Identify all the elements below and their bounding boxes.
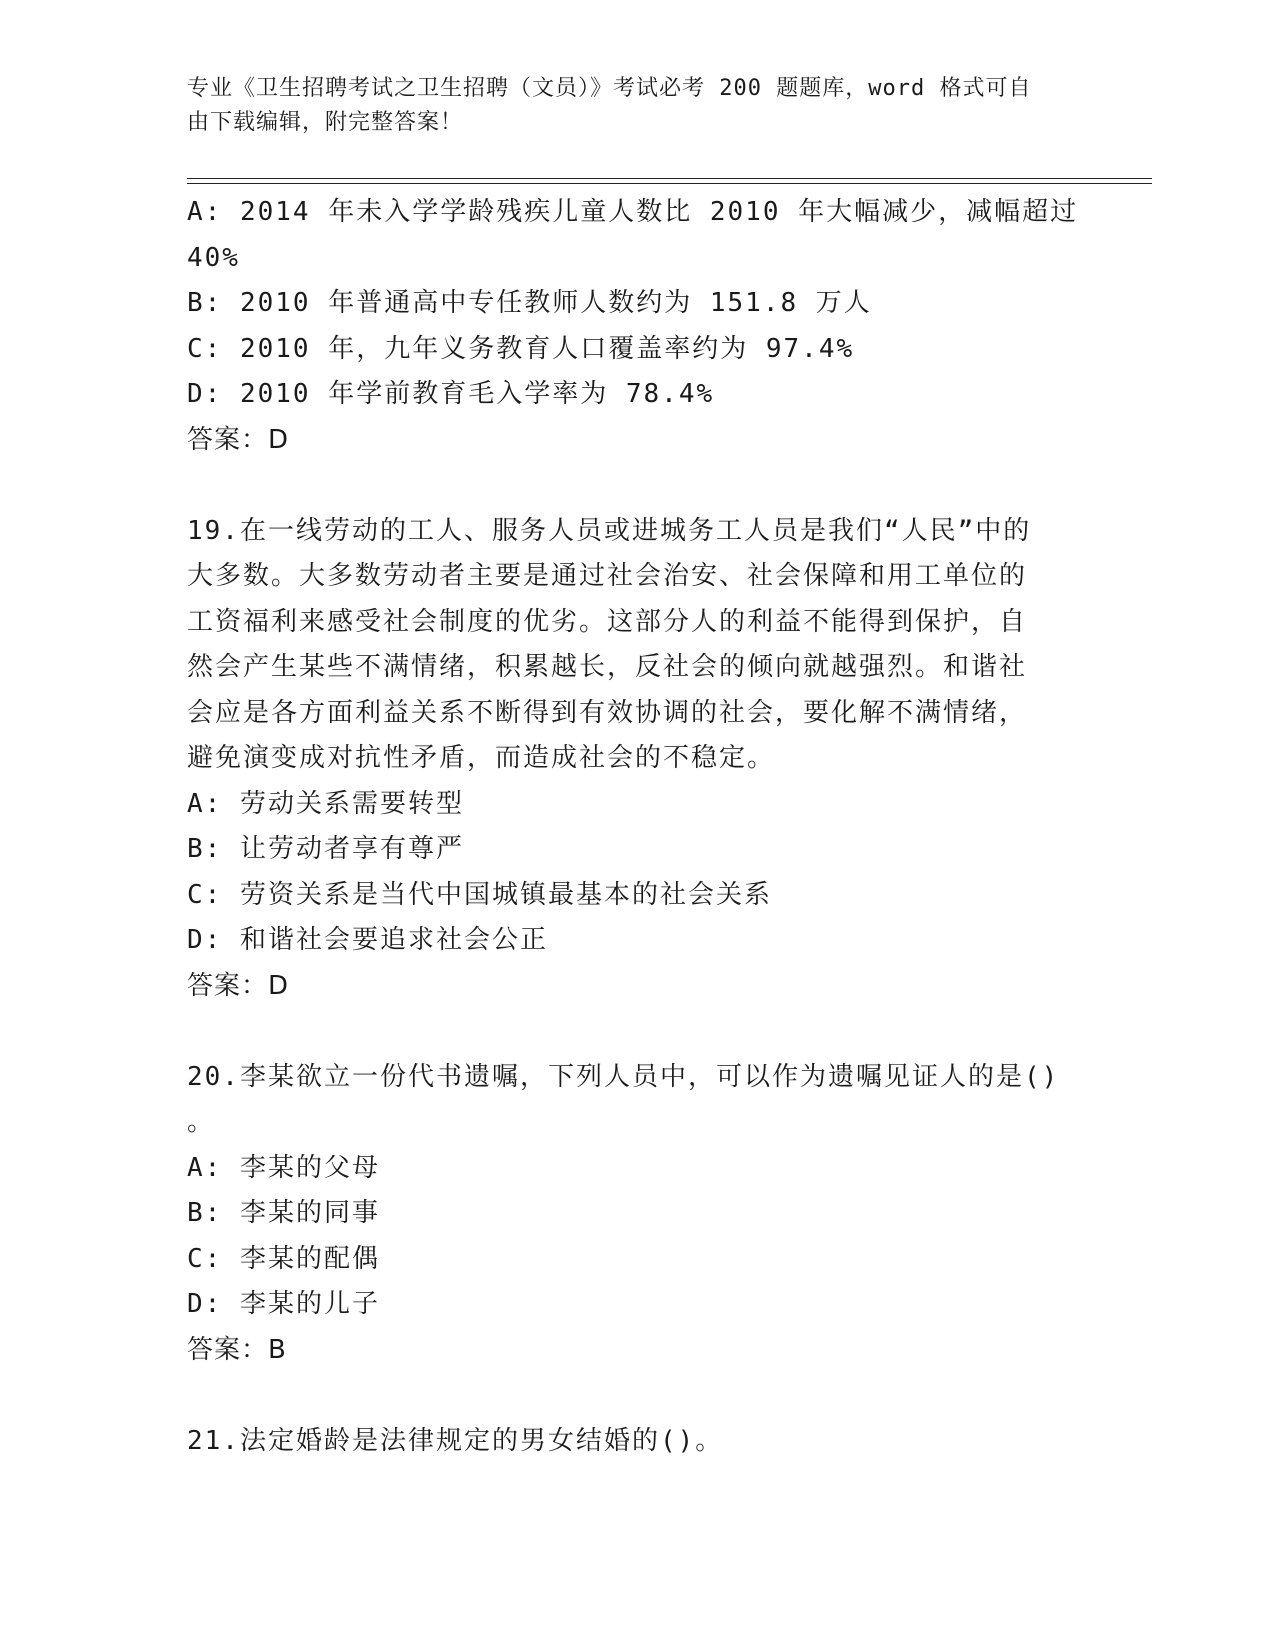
spacer [187, 463, 1087, 509]
question-18-tail [187, 190, 1087, 463]
question-19 [187, 509, 1087, 1010]
option-d: D: 和谐社会要追求社会公正 [187, 925, 548, 955]
answer-line: 答案：D [187, 424, 290, 455]
option-a: A: 李某的父母 [187, 1152, 380, 1183]
answer-line: 答案：D [187, 970, 290, 1001]
option-a-line-1: A: 2014 年未入学学龄残疾儿童人数比 2010 年大幅减少，减幅超过 [187, 197, 1079, 227]
option-c: C: 2010 年，九年义务教育人口覆盖率约为 97.4% [187, 333, 855, 364]
option-a-line-2: 40% [187, 242, 240, 273]
question-stem-line: 。 [187, 1107, 216, 1137]
option-a: A: 劳动关系需要转型 [187, 788, 464, 819]
option-b: B: 让劳动者享有尊严 [187, 834, 464, 864]
question-stem-line: 会应是各方面利益关系不断得到有效协调的社会，要化解不满情绪， [187, 697, 1028, 728]
answer-line: 答案：B [187, 1334, 287, 1365]
question-stem-line: 20.李某欲立一份代书遗嘱，下列人员中，可以作为遗嘱见证人的是() [187, 1061, 1060, 1092]
header-rule-top [187, 178, 1152, 179]
question-stem-line: 大多数。大多数劳动者主要是通过社会治安、社会保障和用工单位的 [187, 561, 1028, 591]
question-stem-line: 工资福利来感受社会制度的优劣。这部分人的利益不能得到保护，自 [187, 606, 1028, 637]
document-header [187, 72, 1067, 140]
document-body [187, 190, 1087, 1464]
header-line-1: 专业《卫生招聘考试之卫生招聘（文员）》考试必考 200 题题库，word 格式可自 [187, 76, 1032, 101]
header-line-2: 由下载编辑，附完整答案！ [187, 110, 464, 135]
option-b: B: 2010 年普通高中专任教师人数约为 151.8 万人 [187, 288, 872, 318]
option-d: D: 李某的儿子 [187, 1289, 380, 1319]
question-stem-line: 19.在一线劳动的工人、服务人员或进城务工人员是我们“人民”中的 [187, 515, 1032, 546]
option-b: B: 李某的同事 [187, 1198, 380, 1228]
question-stem-line: 避免演变成对抗性矛盾，而造成社会的不稳定。 [187, 743, 776, 773]
option-d: D: 2010 年学前教育毛入学率为 78.4% [187, 379, 715, 409]
question-stem-line: 21.法定婚龄是法律规定的男女结婚的()。 [187, 1425, 724, 1456]
header-rule-bottom [187, 183, 1152, 184]
spacer [187, 1373, 1087, 1419]
option-c: C: 李某的配偶 [187, 1243, 380, 1274]
option-c: C: 劳资关系是当代中国城镇最基本的社会关系 [187, 879, 772, 910]
spacer [187, 1009, 1087, 1055]
question-stem-line: 然会产生某些不满情绪，积累越长，反社会的倾向就越强烈。和谐社 [187, 652, 1028, 682]
question-20 [187, 1055, 1087, 1374]
question-21 [187, 1419, 1087, 1465]
